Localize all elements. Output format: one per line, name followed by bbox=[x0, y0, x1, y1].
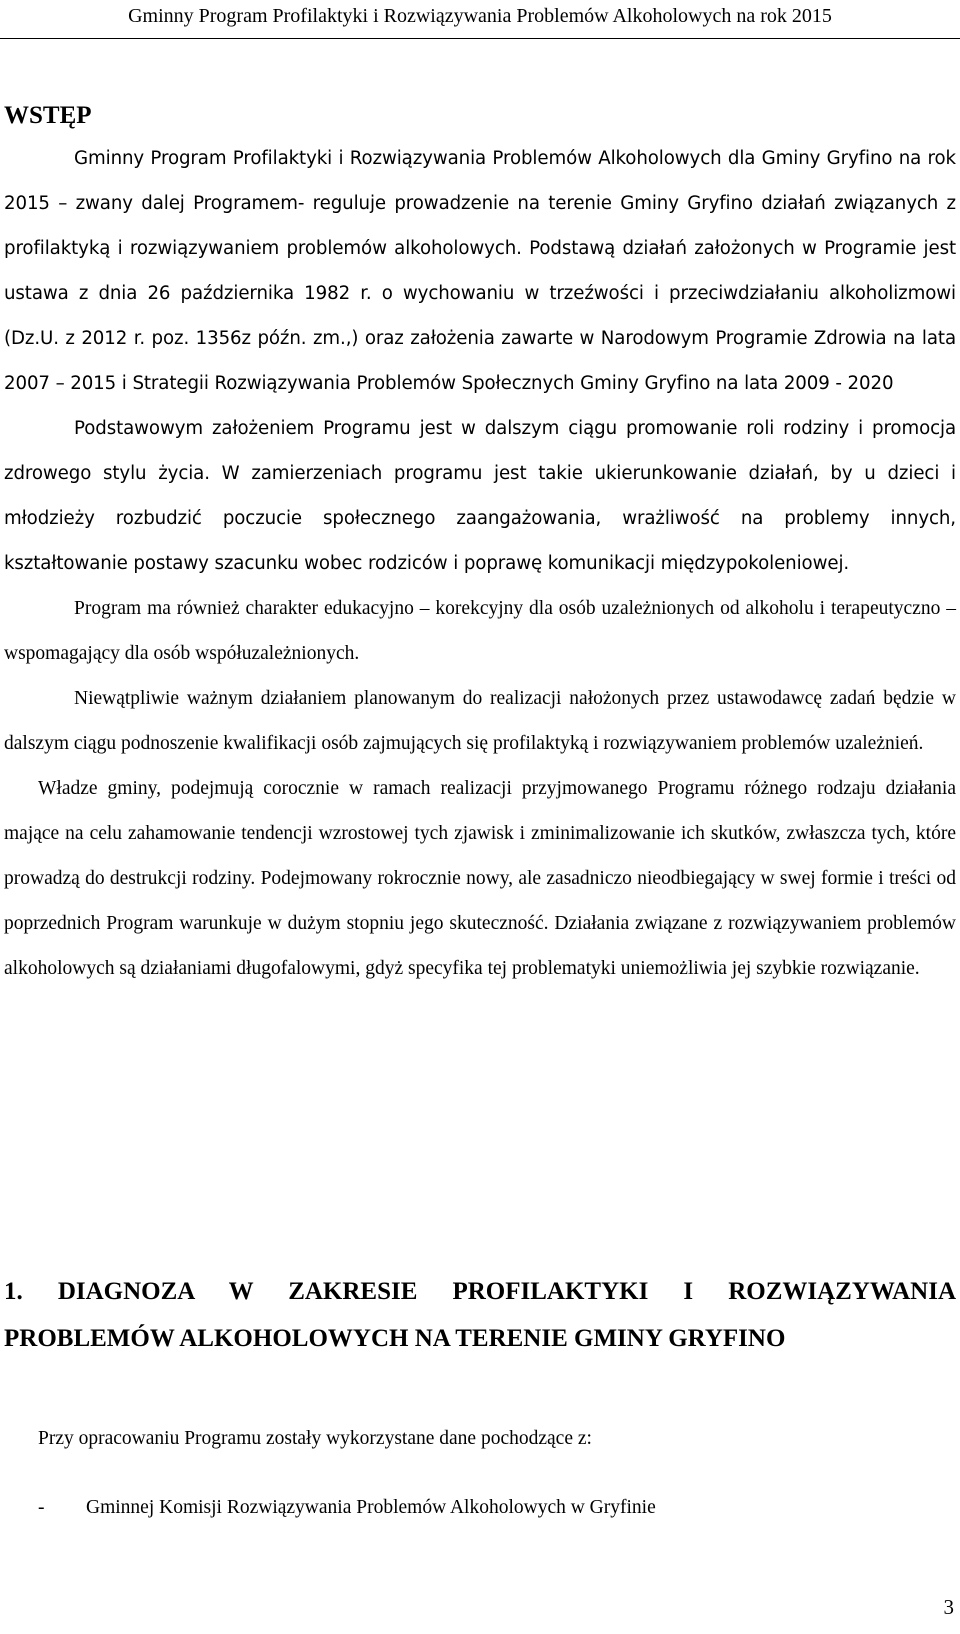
list-item-text: Gminnej Komisji Rozwiązywania Problemów Alkoholowych w Gryfinie bbox=[86, 1497, 656, 1518]
running-header bbox=[0, 4, 960, 28]
intro-paragraph-qualifications: Niewątpliwie ważnym działaniem planowanym do realizacji nałożonych przez ustawodawcę zadań będzie w dalszym ciągu podnoszenie kwalifikacji osób zajmujących się profilaktyką i rozwiązywaniem problemów uzależnień. bbox=[4, 688, 956, 754]
list-item bbox=[38, 1493, 656, 1523]
header-divider bbox=[0, 38, 960, 39]
intro-paragraph-family: Podstawowym założeniem Programu jest w dalszym ciągu promowanie roli rodziny i promocja zdrowego stylu życia. W zamierzeniach programu jest takie ukierunkowanie działań, by u dzieci i młodzieży rozbudzić poczucie społecznego zaangażowania, wrażliwość na problemy innych, kształtowanie postawy szacunku wobec rodziców i poprawę komunikacji międzypokoleniowej. bbox=[4, 418, 956, 574]
section-1-heading: 1. DIAGNOZA W ZAKRESIE PROFILAKTYKI I ROZWIĄZYWANIA PROBLEMÓW ALKOHOLOWYCH NA TERENIE GMINY GRYFINO bbox=[4, 1278, 956, 1352]
intro-section bbox=[4, 136, 956, 991]
data-source-list bbox=[38, 1493, 656, 1523]
intro-paragraph-authorities: Władze gminy, podejmują corocznie w ramach realizacji przyjmowanego Programu różnego rodzaju działania mające na celu zahamowanie tendencji wzrostowej tych zjawisk i zminimalizowanie ich skutków, zwłaszcza tych, które prowadzą do destrukcji rodziny. Podejmowany rokrocznie nowy, ale zasadniczo nieodbiegający w swej formie i treści od poprzednich Program warunkuje w dużym stopniu jego skuteczność. Działania związane z rozwiązywaniem problemów alkoholowych są działaniami długofalowymi, gdyż specyfika tej problematyki uniemożliwia jej szybkie rozwiązanie. bbox=[4, 778, 956, 979]
page-number: 3 bbox=[943, 1595, 954, 1619]
intro-paragraph-legal-basis: Gminny Program Profilaktyki i Rozwiązywania Problemów Alkoholowych dla Gminy Gryfino na rok 2015 – zwany dalej Programem- reguluje prowadzenie na terenie Gminy Gryfino działań związanych z profilaktyką i rozwiązywaniem problemów alkoholowych. Podstawą działań założonych w Programie jest ustawa z dnia 26 października 1982 r. o wychowaniu w trzeźwości i przeciwdziałaniu alkoholizmowi (Dz.U. z 2012 r. poz. 1356z późn. zm.,) oraz założenia zawarte w Narodowym Programie Zdrowia na lata 2007 – 2015 i Strategii Rozwiązywania Problemów Społecznych Gminy Gryfino na lata 2009 - 2020 bbox=[4, 148, 956, 394]
intro-heading: WSTĘP bbox=[4, 102, 92, 129]
running-header-title: Gminny Program Profilaktyki i Rozwiązywania Problemów Alkoholowych na rok 2015 bbox=[128, 5, 832, 27]
intro-paragraph-education: Program ma również charakter edukacyjno – korekcyjny dla osób uzależnionych od alkoholu i terapeutyczno – wspomagający dla osób współuzależnionych. bbox=[4, 598, 956, 664]
list-bullet: - bbox=[38, 1497, 45, 1518]
section-1-intro: Przy opracowaniu Programu zostały wykorzystane dane pochodzące z: bbox=[38, 1428, 592, 1449]
